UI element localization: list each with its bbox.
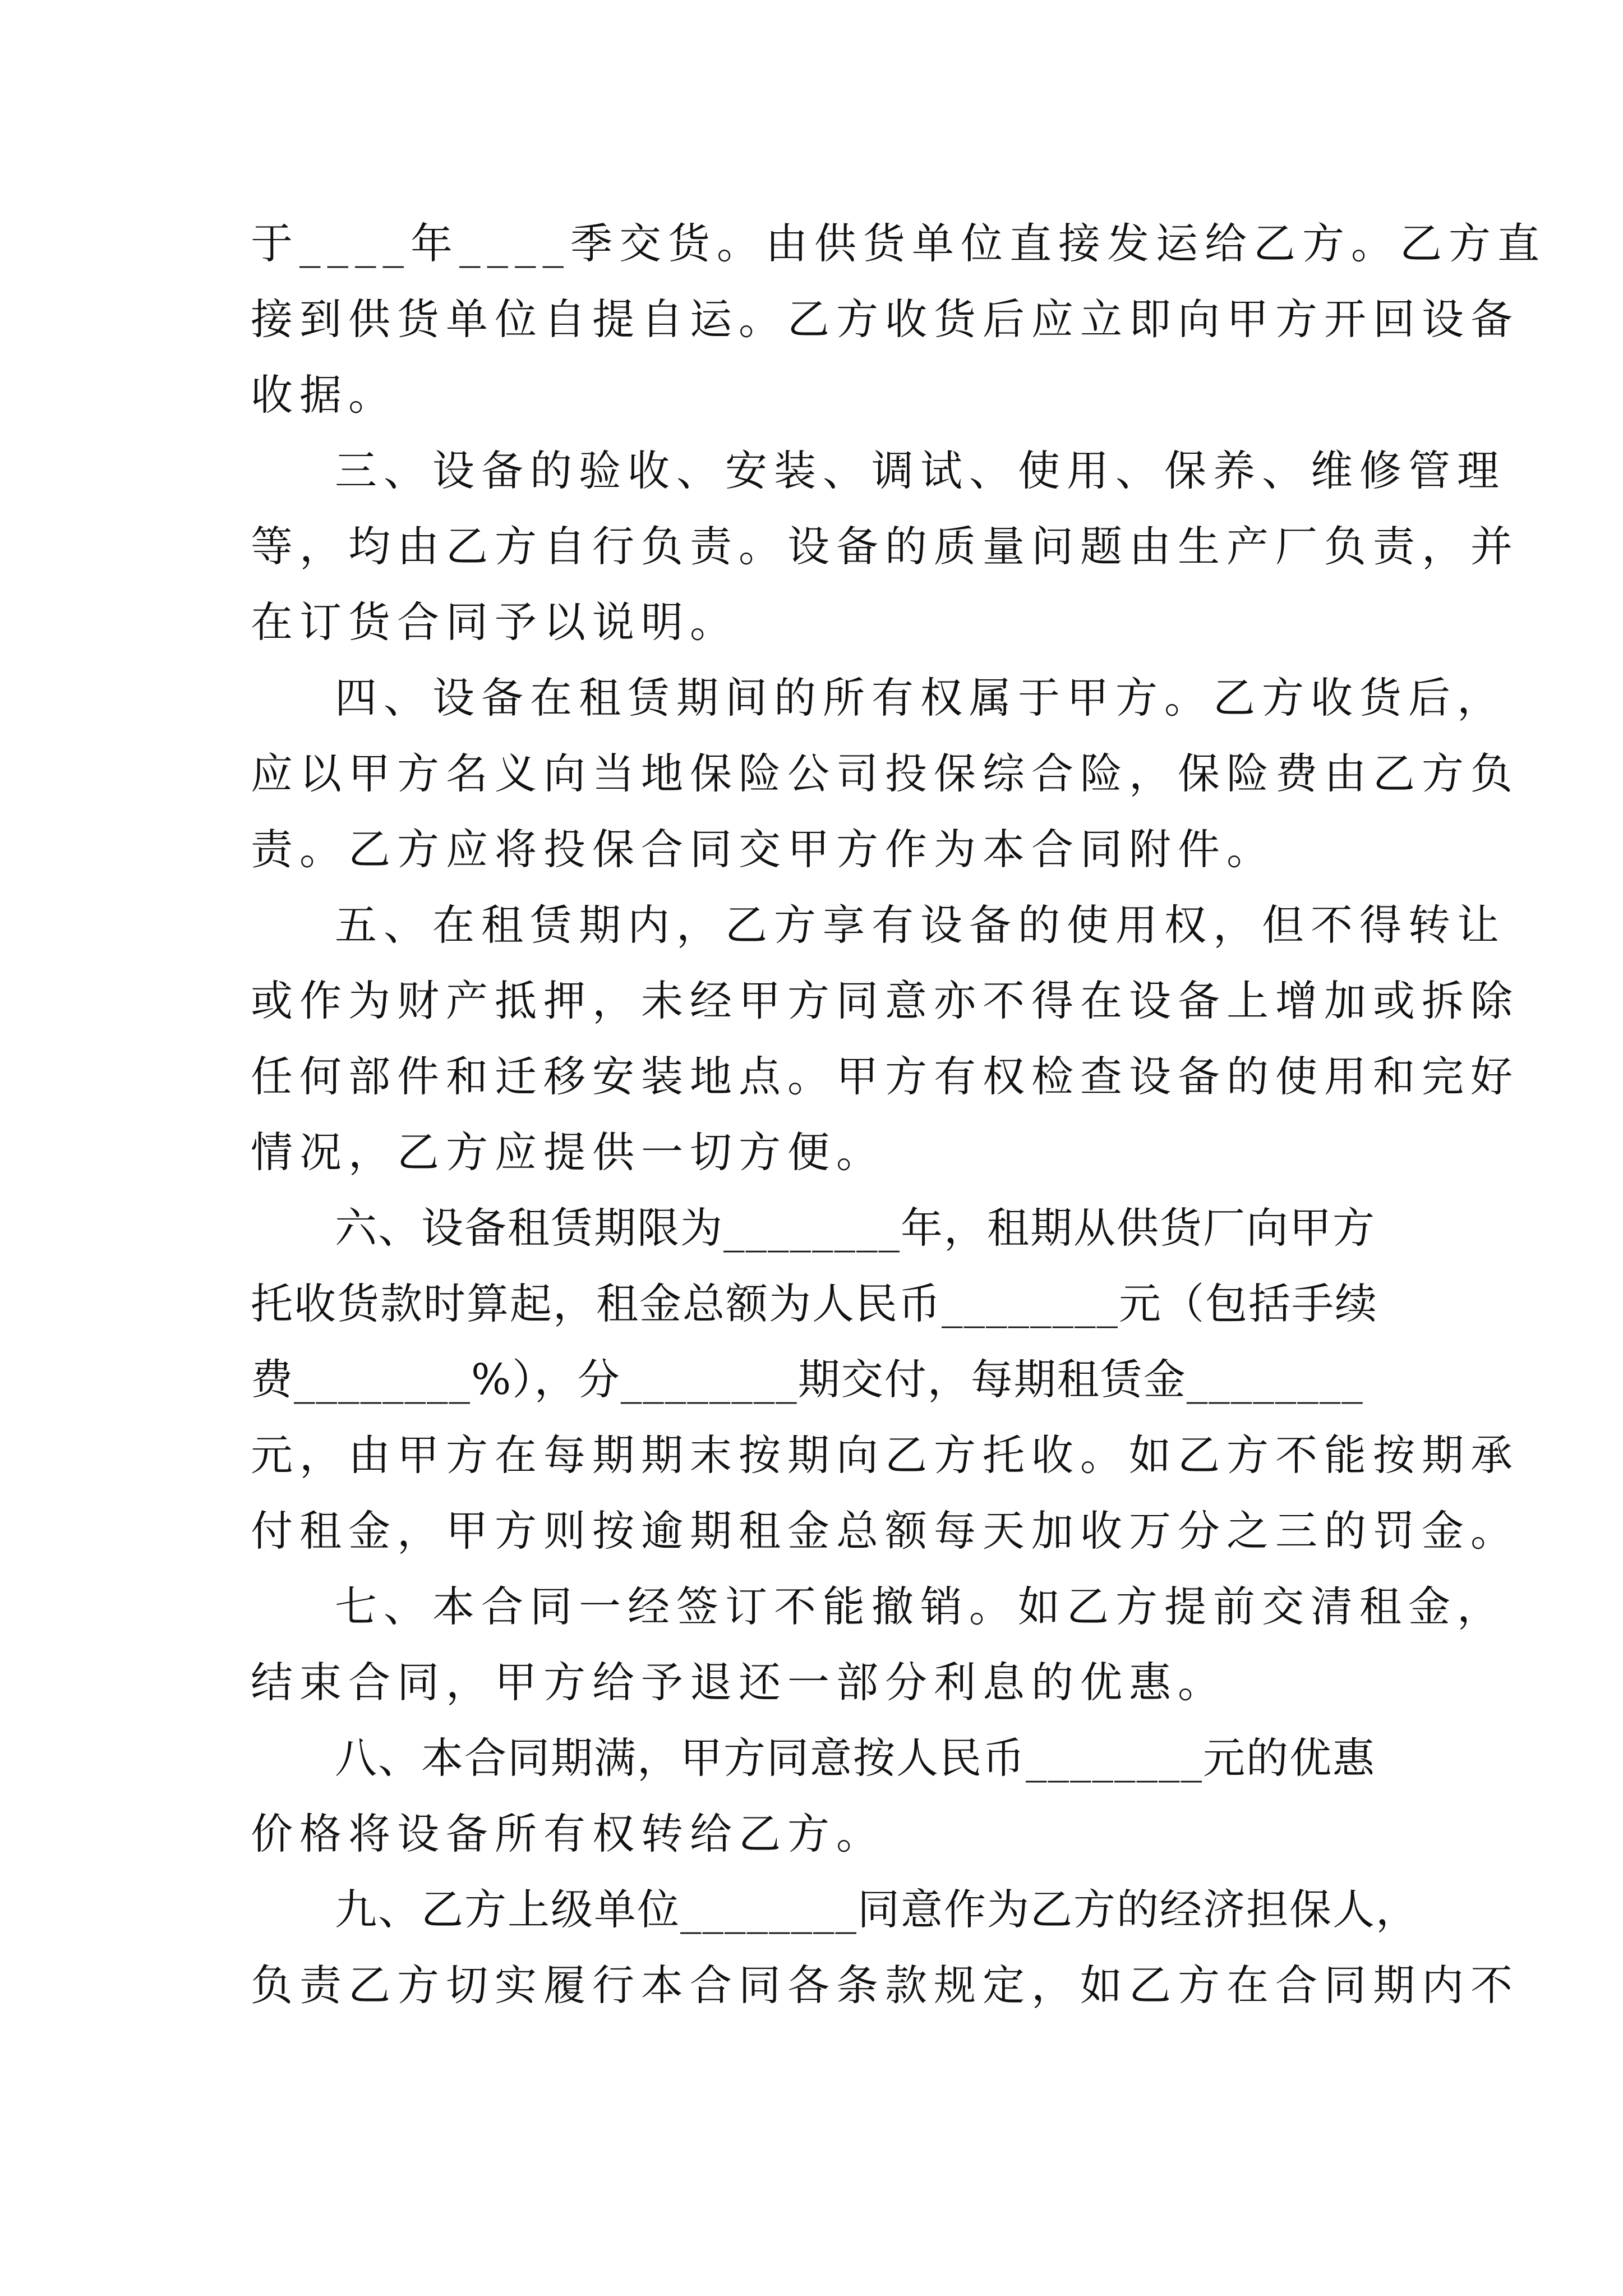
text-line: 任何部件和迁移安装地点。甲方有权检查设备的使用和完好: [251, 1052, 1520, 1101]
clause-4-heading-line: 四、设备在租赁期间的所有权属于甲方。乙方收货后，: [335, 673, 1506, 723]
text-line: 或作为财产抵押，未经甲方同意亦不得在设备上增加或拆除: [251, 976, 1520, 1025]
text-line: 等，均由乙方自行负责。设备的质量问题由生产厂负责，并: [251, 522, 1520, 571]
text-line: 情况，乙方应提供一切方便。: [251, 1128, 886, 1177]
text-line: 在订货合同予以说明。: [251, 597, 739, 647]
clause-8-heading-line: 八、本合同期满，甲方同意按人民币________元的优惠: [335, 1733, 1376, 1783]
clause-6-heading-line: 六、设备租赁期限为________年，租期从供货厂向甲方: [335, 1203, 1376, 1253]
text-line: 责。乙方应将投保合同交甲方作为本合同附件。: [251, 825, 1276, 874]
text-line: 负责乙方切实履行本合同各条款规定，如乙方在合同期内不: [251, 1961, 1520, 2010]
clause-7-heading-line: 七、本合同一经签订不能撤销。如乙方提前交清租金，: [335, 1582, 1506, 1631]
clause-5-heading-line: 五、在租赁期内，乙方享有设备的使用权，但不得转让: [335, 900, 1506, 950]
text-line: 接到供货单位自提自运。乙方收货后应立即向甲方开回设备: [251, 295, 1520, 344]
text-line: 元，由甲方在每期期末按期向乙方托收。如乙方不能按期承: [251, 1430, 1520, 1480]
text-line: 付租金，甲方则按逾期租金总额每天加收万分之三的罚金。: [251, 1506, 1520, 1556]
clause-9-heading-line: 九、乙方上级单位________同意作为乙方的经济担保人，: [335, 1885, 1419, 1934]
text-line: 费________%），分________期交付，每期租赁金________: [251, 1355, 1364, 1404]
text-line: 价格将设备所有权转给乙方。: [251, 1809, 886, 1858]
text-line: 结束合同，甲方给予退还一部分利息的优惠。: [251, 1658, 1227, 1707]
text-line: 应以甲方名义向当地保险公司投保综合险，保险费由乙方负: [251, 749, 1520, 798]
text-line: 收据。: [251, 370, 398, 420]
text-line: 于____年____季交货。由供货单位直接发运给乙方。乙方直: [251, 219, 1547, 268]
clause-3-heading-line: 三、设备的验收、安装、调试、使用、保养、维修管理: [335, 446, 1506, 495]
text-line: 托收货款时算起，租金总额为人民币________元（包括手续: [251, 1279, 1378, 1328]
